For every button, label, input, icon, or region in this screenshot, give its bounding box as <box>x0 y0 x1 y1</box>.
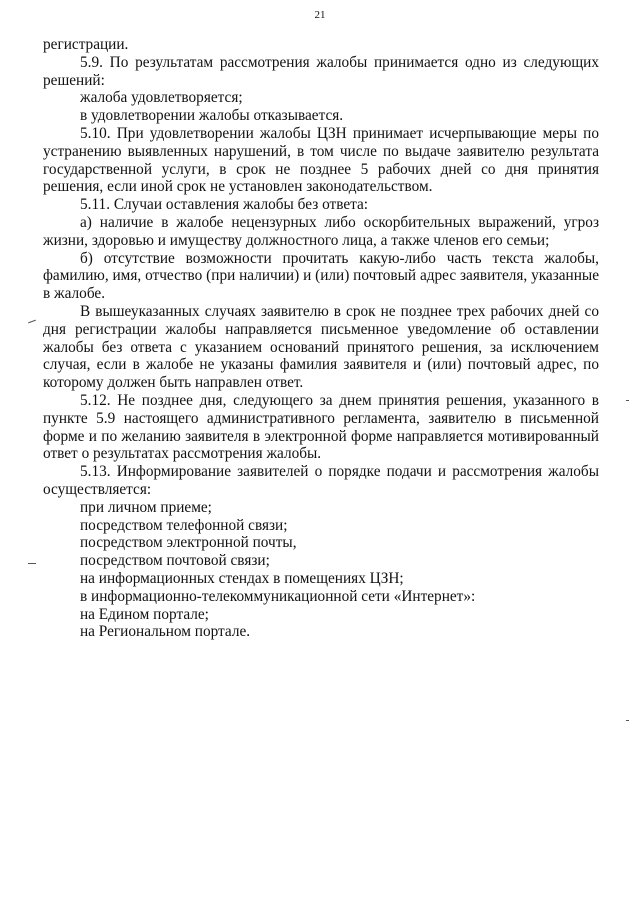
list-item: в удовлетворении жалобы отказывается. <box>80 107 344 125</box>
list-item: при личном приеме; <box>80 498 212 516</box>
list-item: на Едином портале; <box>80 605 209 623</box>
scan-mark <box>626 400 629 401</box>
paragraph-continuation: регистрации. <box>43 36 129 53</box>
list-item: в информационно-телекоммуникационной сети «Интернет»: <box>80 587 476 605</box>
paragraph-5-12: 5.12. Не позднее дня, следующего за днем принятия решения, указанного в пункте 5.9 настоящего административного регламента, заявителю в письменной форме и по желанию заявителя в электронной форме направляется мотивированный ответ о результатах рассмотрения жалобы. <box>43 391 599 463</box>
paragraph-5-11-b: б) отсутствие возможности прочитать какую-либо часть текста жалобы, фамилию, имя, отчество (при наличии) и (или) почтовый адрес заявителя, указанные в жалобе. <box>43 249 599 303</box>
paragraph-5-11-a: а) наличие в жалобе нецензурных либо оскорбительных выражений, угроз жизни, здоровью и имуществу должностного лица, а также членов его семьи; <box>43 213 599 249</box>
paragraph-notice: В вышеуказанных случаях заявителю в срок не позднее трех рабочих дней со дня регистрации жалобы направляется письменное уведомление об оставлении жалобы без ответа с указанием оснований принятого решения, за исключением случая, если в жалобе не указаны фамилия заявителя и (или) почтовый адрес, по которому должен быть направлен ответ. <box>43 302 599 392</box>
scan-mark <box>28 320 36 324</box>
document-body <box>43 36 599 641</box>
paragraph-5-10: 5.10. При удовлетворении жалобы ЦЗН принимает исчерпывающие меры по устранению выявленных нарушений, в том числе по выдаче заявителю результата государственной услуги, в срок не позднее 5 рабочих дней со дня принятия решения, если иной срок не установлен законодательством. <box>43 124 599 196</box>
list-item: жалоба удовлетворяется; <box>80 89 243 107</box>
list-item: посредством телефонной связи; <box>80 516 288 534</box>
list-item: посредством электронной почты, <box>80 534 297 552</box>
list-item: посредством почтовой связи; <box>80 552 270 570</box>
page-number: 21 <box>314 9 326 21</box>
list-item: на Региональном портале. <box>80 623 251 641</box>
paragraph-5-11: 5.11. Случаи оставления жалобы без ответа: <box>80 196 369 214</box>
paragraph-5-9: 5.9. По результатам рассмотрения жалобы принимается одно из следующих решений: <box>43 53 599 89</box>
list-item: на информационных стендах в помещениях ЦЗН; <box>80 569 404 587</box>
scan-mark <box>626 720 629 721</box>
paragraph-5-13: 5.13. Информирование заявителей о порядке подачи и рассмотрения жалобы осуществляется: <box>43 463 599 498</box>
scan-mark <box>28 563 36 564</box>
